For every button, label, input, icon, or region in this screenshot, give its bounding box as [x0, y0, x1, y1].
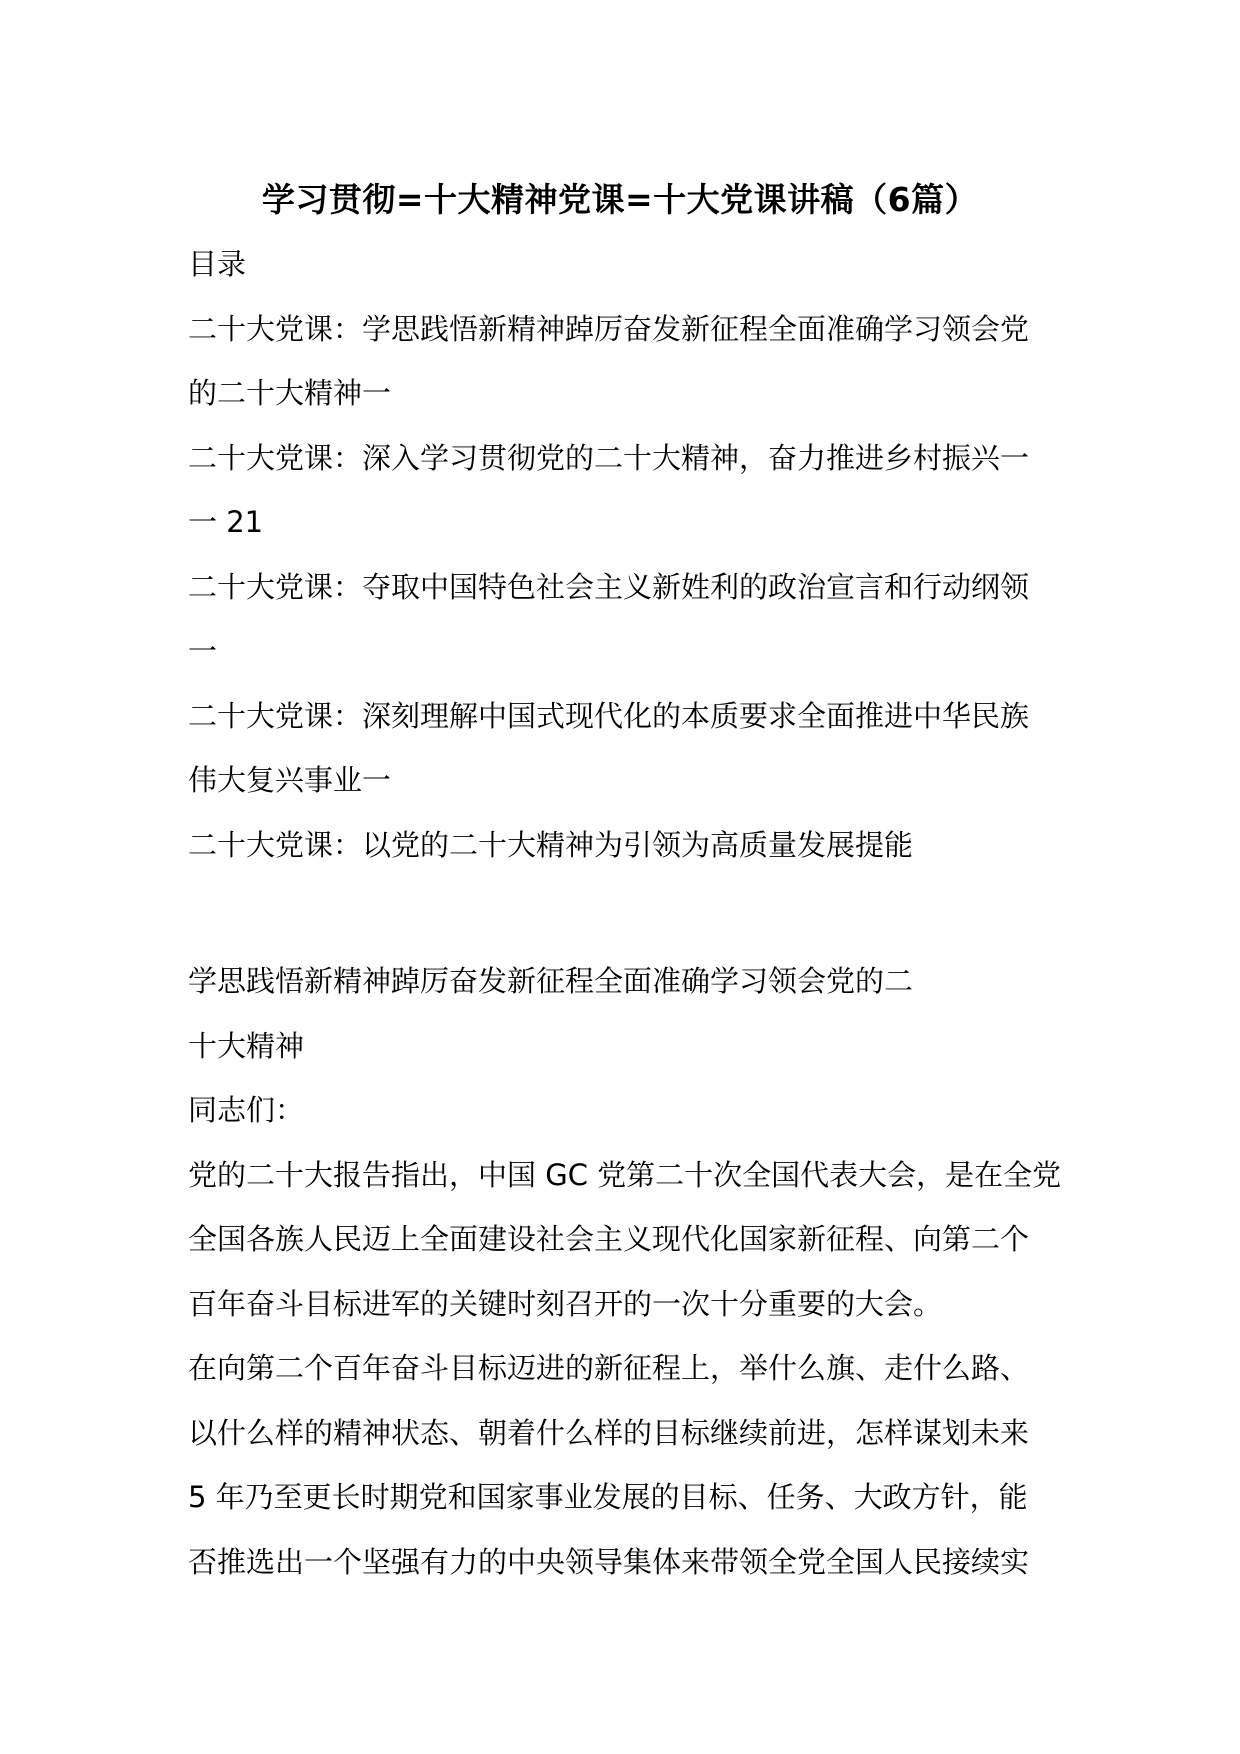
paragraph-line: 百年奋斗目标进军的关键时刻召开的一次十分重要的大会。: [188, 1286, 943, 1321]
paragraph-line: 以什么样的精神状态、朝着什么样的目标继续前进，怎样谋划未来: [188, 1415, 1030, 1450]
toc-line: 的二十大精神一: [188, 376, 392, 410]
toc-line: 二十大党课：深刻理解中国式现代化的本质要求全面推进中华民族: [188, 698, 1030, 733]
section-heading-line: 学思践悟新精神踔厉奋发新征程全面准确学习领会党的二: [188, 964, 914, 998]
toc-line: 二十大党课：深入学习贯彻党的二十大精神，奋力推进乡村振兴一: [188, 440, 1030, 475]
document-body: [188, 232, 1068, 1594]
toc-line: 伟大复兴事业一: [188, 763, 392, 797]
section-heading-line: 十大精神: [188, 1028, 305, 1063]
paragraph-line: 全国各族人民迈上全面建设社会主义现代化国家新征程、向第二个: [188, 1222, 1030, 1256]
toc-heading: 目录: [188, 247, 247, 281]
paragraph-line: 党的二十大报告指出，中国 GC 党第二十次全国代表大会，是在全党: [188, 1157, 1062, 1192]
toc-line: 二十大党课：学思践悟新精神踔厉奋发新征程全面准确学习领会党: [188, 311, 1030, 346]
section-spacer: [188, 877, 1068, 949]
toc-line: 二十大党课：夺取中国特色社会主义新姓利的政治宣言和行动纲领: [188, 569, 1030, 604]
paragraph-line: 否推选出一个坚强有力的中央领导集体来带领全党全国人民接续实: [188, 1544, 1030, 1579]
salutation: 同志们：: [188, 1093, 305, 1127]
toc-line: 二十大党课：以党的二十大精神为引领为高质量发展提能: [188, 827, 914, 862]
paragraph-line: 在向第二个百年奋斗目标迈进的新征程上，举什么旗、走什么路、: [188, 1351, 1030, 1385]
document-title: 学习贯彻=十大精神党课=十大党课讲稿（6篇）: [261, 180, 979, 219]
paragraph-line: 5 年乃至更长时期党和国家事业发展的目标、任务、大政方针，能: [188, 1480, 1028, 1514]
toc-line: 一: [188, 634, 218, 668]
toc-line: 一 21: [188, 505, 264, 539]
